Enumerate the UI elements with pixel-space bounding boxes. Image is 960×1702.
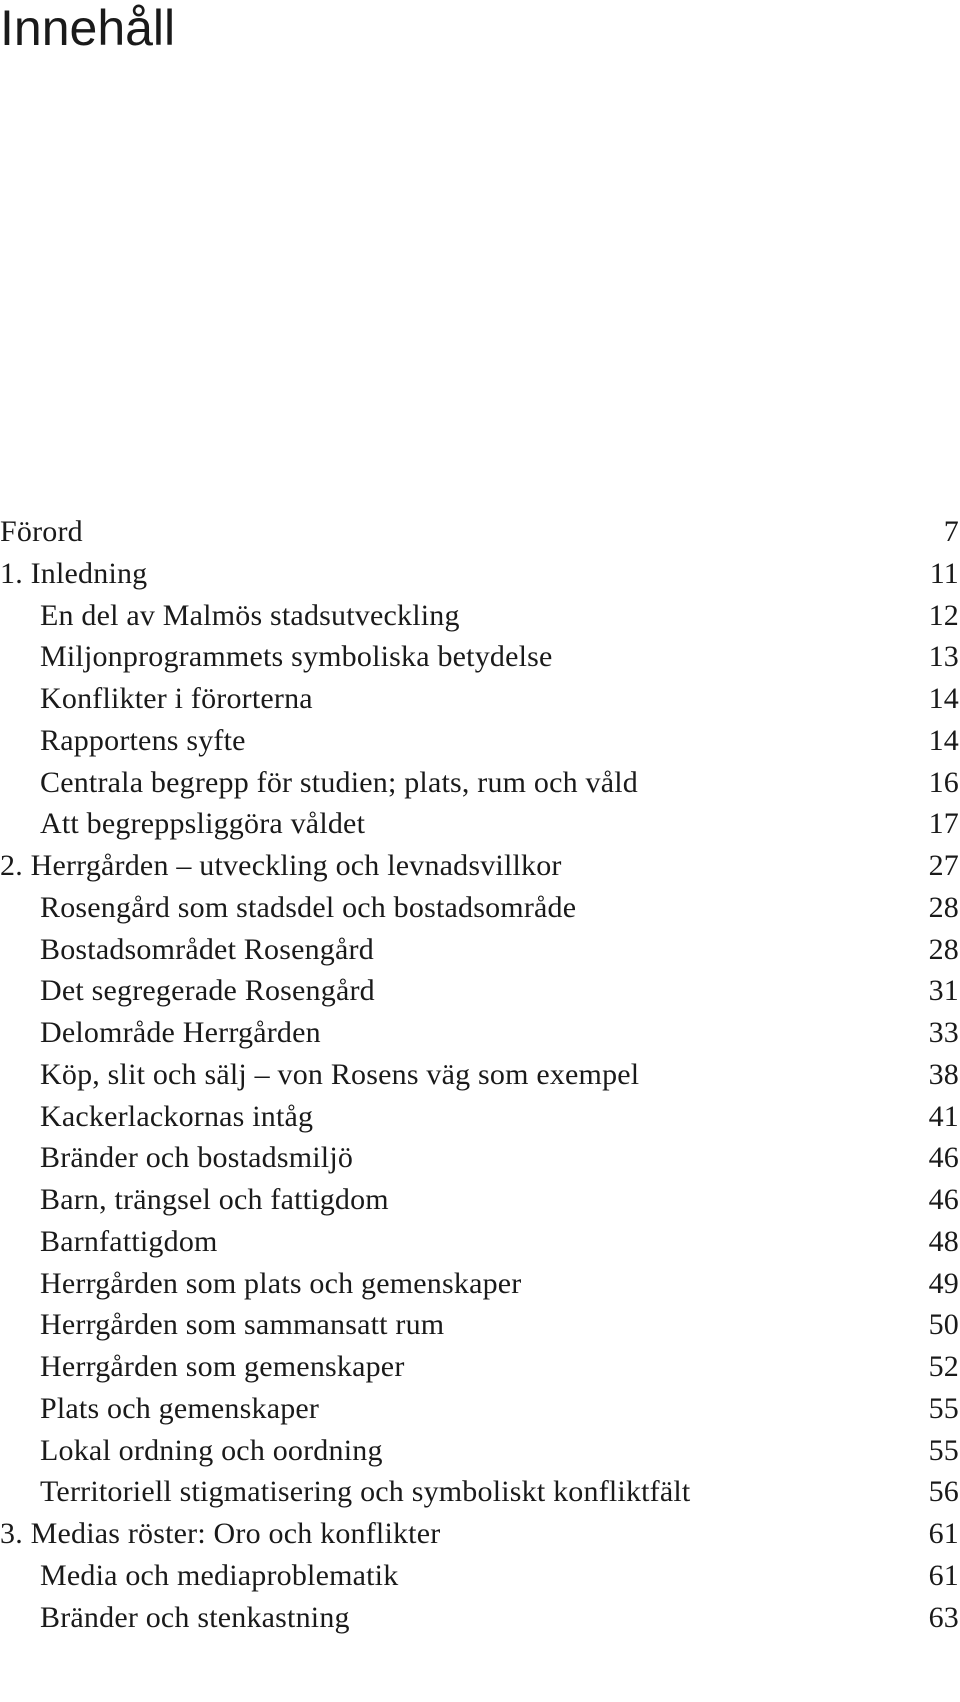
toc-entry [0, 929, 960, 971]
toc-entry [0, 1263, 960, 1305]
toc-entry-page: 52 [928, 1350, 959, 1383]
toc-entry [0, 1137, 960, 1179]
toc-entry [0, 1304, 960, 1346]
toc-entry-title: Miljonprogrammets symboliska betydelse [40, 640, 553, 674]
toc-entry-page: 27 [928, 849, 959, 882]
toc-entry [0, 720, 960, 762]
toc-entry-page: 11 [929, 556, 959, 590]
toc-entry-page: 12 [928, 598, 959, 632]
toc-entry-page: 63 [928, 1600, 959, 1634]
toc-entry-page: 61 [928, 1558, 959, 1592]
toc-entry [0, 1012, 960, 1054]
toc-entry-page: 38 [928, 1057, 959, 1091]
toc-entry [0, 636, 960, 678]
toc-entry-title: Barnfattigdom [40, 1224, 218, 1258]
toc-entry-title: Rapportens syfte [40, 723, 246, 757]
toc-entry-title: Det segregerade Rosengård [40, 974, 375, 1008]
toc-entry-title: Plats och gemenskaper [40, 1391, 320, 1425]
toc-entry-title: Herrgården som gemenskaper [40, 1350, 405, 1383]
toc-entry-title: Bostadsområdet Rosengård [40, 932, 374, 966]
toc-entry-page: 14 [928, 723, 959, 757]
toc-entry-title: Herrgården som sammansatt rum [40, 1308, 445, 1342]
toc-entry-page: 31 [928, 974, 959, 1008]
toc-entry [0, 970, 960, 1012]
toc-entry-page: 50 [928, 1308, 959, 1342]
toc-entry [0, 762, 960, 804]
toc-entry-title: 1. Inledning [0, 556, 148, 590]
toc-entry [0, 1054, 960, 1096]
toc-entry-page: 48 [928, 1224, 959, 1258]
toc-entry [0, 1430, 960, 1472]
toc-entry [0, 1346, 960, 1388]
toc-entry [0, 553, 960, 595]
toc-entry [0, 1388, 960, 1430]
toc-entry-page: 41 [928, 1099, 959, 1133]
toc-entry-page: 46 [928, 1141, 959, 1175]
toc-entry-page: 55 [928, 1433, 959, 1467]
toc-entry [0, 1471, 960, 1513]
toc-entry [0, 1597, 960, 1639]
table-of-contents [0, 511, 960, 1638]
toc-entry-title: 3. Medias röster: Oro och konflikter [0, 1517, 441, 1550]
toc-entry-title: Konflikter i förorterna [40, 682, 313, 715]
toc-entry-page: 14 [928, 682, 959, 715]
toc-entry-title: Förord [0, 515, 83, 548]
toc-entry-title: Kackerlackornas intåg [40, 1099, 314, 1133]
toc-entry-page: 49 [928, 1266, 959, 1300]
toc-entry-title: Media och mediaproblematik [40, 1558, 399, 1592]
toc-entry-title: Bränder och bostadsmiljö [40, 1141, 354, 1175]
toc-entry-page: 46 [928, 1183, 959, 1216]
toc-entry-page: 7 [943, 515, 959, 548]
toc-entry-page: 28 [928, 932, 959, 966]
toc-entry-page: 17 [928, 807, 959, 841]
toc-entry [0, 887, 960, 929]
toc-entry-page: 61 [928, 1517, 959, 1550]
toc-entry-title: Barn, trängsel och fattigdom [40, 1183, 389, 1216]
toc-entry [0, 678, 960, 720]
toc-entry-title: Herrgården som plats och gemenskaper [40, 1266, 522, 1300]
page-title: Innehåll [0, 0, 176, 56]
toc-entry [0, 1221, 960, 1263]
toc-entry-page: 28 [928, 890, 959, 924]
toc-entry-title: Lokal ordning och oordning [40, 1433, 383, 1467]
toc-entry-page: 56 [928, 1475, 959, 1509]
toc-entry-title: Bränder och stenkastning [40, 1600, 350, 1634]
toc-entry-title: Att begreppsliggöra våldet [40, 807, 366, 841]
toc-entry [0, 511, 960, 553]
toc-entry-page: 13 [928, 640, 959, 674]
toc-entry-title: Delområde Herrgården [40, 1016, 321, 1049]
toc-entry [0, 1179, 960, 1221]
toc-entry-title: Rosengård som stadsdel och bostadsområde [40, 890, 577, 924]
toc-entry [0, 1513, 960, 1555]
toc-entry-page: 55 [928, 1391, 959, 1425]
toc-entry-title: Territoriell stigmatisering och symboliskt konfliktfält [40, 1475, 691, 1509]
toc-entry-title: Centrala begrepp för studien; plats, rum och våld [40, 765, 638, 799]
toc-entry-title: 2. Herrgården – utveckling och levnadsvillkor [0, 849, 562, 882]
toc-entry-page: 33 [928, 1016, 959, 1049]
toc-entry [0, 595, 960, 637]
toc-entry [0, 1096, 960, 1138]
toc-entry [0, 803, 960, 845]
toc-entry [0, 1555, 960, 1597]
toc-entry-page: 16 [928, 765, 959, 799]
toc-entry [0, 845, 960, 887]
toc-entry-title: Köp, slit och sälj – von Rosens väg som exempel [40, 1057, 640, 1091]
toc-entry-title: En del av Malmös stadsutveckling [40, 598, 460, 632]
